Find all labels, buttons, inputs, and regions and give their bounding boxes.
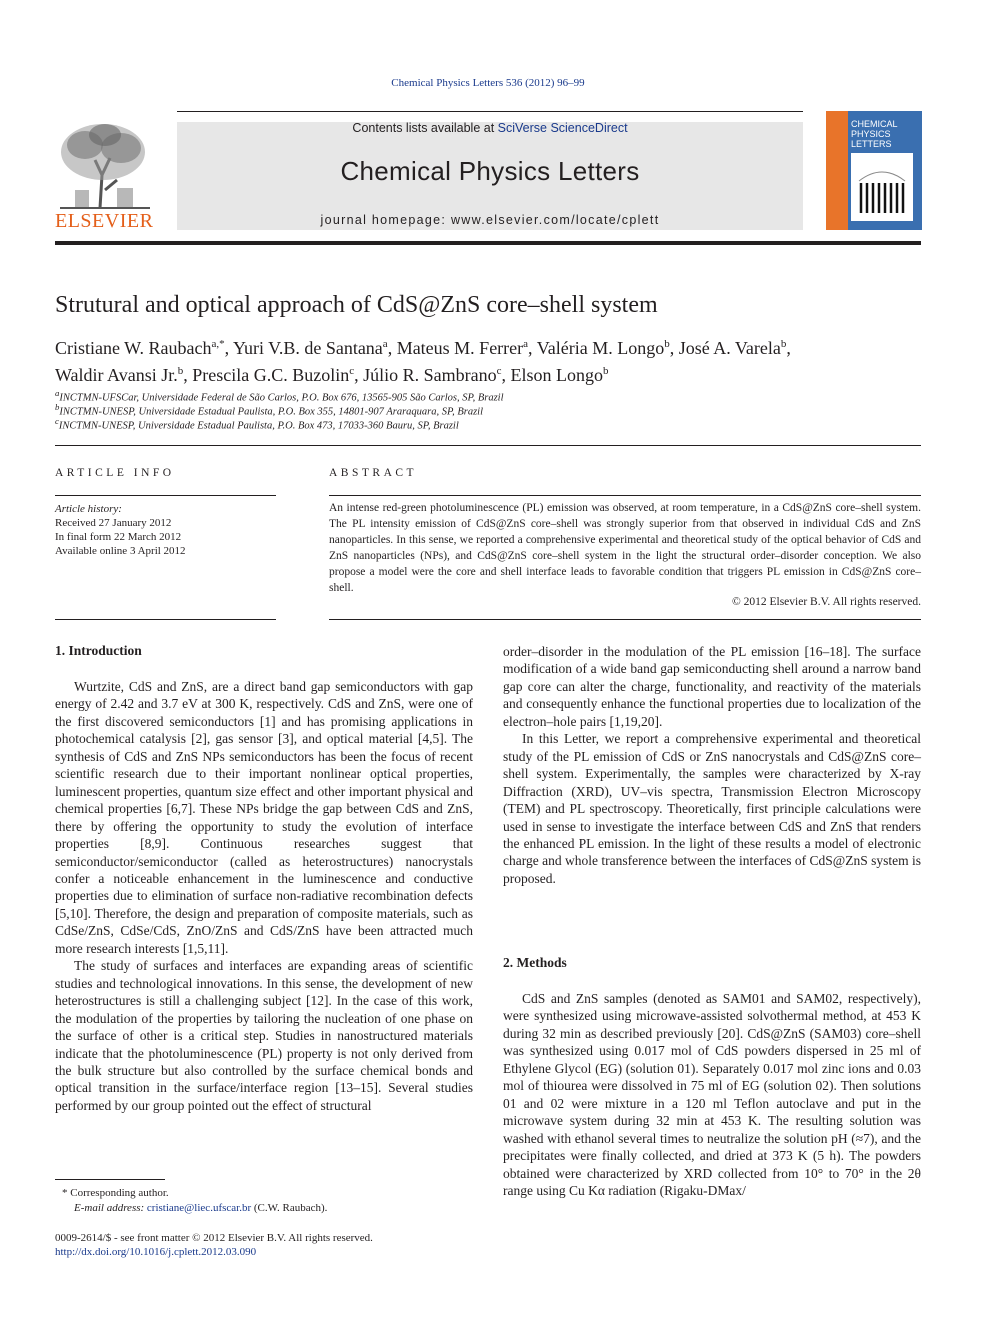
elsevier-wordmark: ELSEVIER — [55, 210, 154, 232]
author-affiliation[interactable]: c — [496, 365, 502, 377]
author-list: Cristiane W. Raubach$^{a,*}$, Yuri V.B. de Santana$^a$, Mateus M. Ferrer$^a$, Valéria M. Longo$^b$, José A. Varela$^b$, Waldir Avansi Jr.$^b$, Prescila G.C. Buzolin$^c$, Júlio R. Sambrano$^c$, Elson Longo$^b$ — [55, 338, 791, 385]
author-name: Elson Longo — [510, 365, 603, 385]
author-name: Cristiane W. Raubach — [55, 338, 212, 358]
author-name: Valéria M. Longo — [536, 338, 665, 358]
email-link[interactable]: cristiane@liec.ufscar.br — [146, 1202, 252, 1214]
header-rule — [177, 111, 803, 112]
affiliation-text: INCTMN-UFSCar, Universidade Federal de São Carlos, P.O. Box 676, 13565-905 São Carlos, SP, Brazil — [59, 392, 504, 404]
journal-homepage[interactable]: journal homepage: www.elsevier.com/locate/cplett — [320, 213, 660, 227]
elsevier-tree-logo-icon — [55, 120, 155, 210]
paragraph: order–disorder in the modulation of the PL emission [16–18]. The surface modification of a wide band gap semiconducting shell around a narrow band gap core can alter the charge, functionality, and reactivity of the materials and consequently enhance the functional properties due to localization of the electron–hole pairs [1,19,20]. — [503, 644, 921, 729]
cover-image-icon — [851, 153, 913, 221]
cover-side-stripe — [826, 111, 848, 230]
article-title: Strutural and optical approach of CdS@ZnS core–shell system — [55, 292, 658, 318]
affiliation-rule — [55, 445, 921, 446]
email-suffix: (C.W. Raubach). — [251, 1202, 328, 1214]
author-affiliation[interactable]: b — [177, 365, 184, 377]
doi-link[interactable]: http://dx.doi.org/10.1016/j.cplett.2012.03.090 — [55, 1246, 257, 1258]
right-column-text-methods — [503, 990, 921, 1199]
author-affiliation[interactable]: a,* — [211, 338, 225, 350]
history-online: Available online 3 April 2012 — [55, 545, 186, 557]
abstract-heading: ABSTRACT — [329, 467, 418, 479]
journal-citation[interactable]: Chemical Physics Letters 536 (2012) 96–99 — [391, 77, 585, 89]
history-received: Received 27 January 2012 — [55, 517, 172, 529]
footnote-rule — [55, 1179, 165, 1180]
paragraph: Wurtzite, CdS and ZnS, are a direct band gap semiconductors with gap energy of 2.42 and 3.7 eV at 300 K, respectively. CdS and ZnS, were one of the first discovered semiconductors [1] and has promising applications in photochemical catalysis [2], gas sensor [3], and optical material [4,5]. The synthesis of CdS and ZnS NPs semiconductors has been the focus of recent scientific research due to their important nonlinear optical properties, luminescent properties, quantum size effect and other important physical and chemical properties [6,7]. These NPs bridge the gap between CdS and ZnS, there by offering the opportunity to study the evolution of interface properties [8,9]. Continuous researches suggest that semiconductor/semiconductor (called as heterostructures) nanocrystals confer a noticeable enhancement in the luminescence and conductive properties due to elimination of surface non-radiative recombination defects [5,10]. Therefore, the design and preparation of composite materials, such as CdSe/ZnS, CdSe/CdS, ZnO/ZnS and CdS/ZnS have been attracted much more research interests [1,5,11]. — [55, 679, 473, 956]
email-note — [74, 1201, 327, 1215]
author-name: Waldir Avansi Jr. — [55, 365, 178, 385]
journal-name: Chemical Physics Letters — [340, 156, 640, 186]
author-name: Yuri V.B. de Santana — [232, 338, 383, 358]
history-final-form: In final form 22 March 2012 — [55, 531, 182, 543]
section-heading-introduction: 1. Introduction — [55, 643, 142, 658]
abstract-bottom-rule — [329, 619, 921, 620]
affiliation-key: a — [55, 388, 60, 398]
left-column-text — [55, 678, 473, 1114]
author-affiliation[interactable]: a — [523, 338, 529, 350]
affiliation-text: INCTMN-UNESP, Universidade Estadual Paulista, P.O. Box 355, 14801-907 Araraquara, SP, Brazil — [59, 406, 483, 418]
email-label: E-mail address: — [74, 1202, 147, 1214]
issn-line: 0009-2614/$ - see front matter © 2012 Elsevier B.V. All rights reserved. — [55, 1232, 373, 1244]
affiliation-c — [55, 416, 459, 432]
paragraph: In this Letter, we report a comprehensive experimental and theoretical study of the PL emission of CdS or ZnS nanocrystals and CdS@ZnS core–shell system. Experimentally, the samples were characterized by X-ray Diffraction (XRD), UV–vis spectra, Transmission Electron Microscopy (TEM) and PL spectroscopy. Theoretically, first principle calculations were used in sense to investigate the interface between CdS and ZnS that renders the enhanced PL emission. In the light of these results a model of electronic charge and whole transference between the interfaces of CdS@ZnS system is proposed. — [503, 731, 921, 886]
abstract-rule — [329, 495, 921, 496]
author-name: Júlio R. Sambrano — [363, 365, 497, 385]
affiliation-key: c — [55, 416, 59, 426]
contents-prefix: Contents lists available at — [352, 121, 498, 135]
sciencedirect-link[interactable]: SciVerse ScienceDirect — [497, 121, 628, 135]
cover-title: CHEMICAL PHYSICS LETTERS — [851, 119, 898, 149]
section-heading-methods: 2. Methods — [503, 955, 567, 970]
contents-line — [177, 121, 803, 135]
author-name: José A. Varela — [678, 338, 781, 358]
author-name: Mateus M. Ferrer — [396, 338, 524, 358]
author-affiliation[interactable]: b — [602, 365, 609, 377]
article-info-heading: ARTICLE INFO — [55, 467, 175, 479]
author-name: Prescila G.C. Buzolin — [192, 365, 350, 385]
right-column-text-top — [503, 643, 921, 887]
author-affiliation[interactable]: a — [382, 338, 388, 350]
paragraph: The study of surfaces and interfaces are expanding areas of scientific studies and technological innovations. In this sense, the development of new heterostructures is still a challenging subject [12]. In the case of this work, the modulation of the properties by tailoring the nucleation of one phase on the surface of other is a critical step. Studies in nanostructured materials indicate that the photoluminescence (PL) property is not only derived from the bulk structure but also controlled by the surface chemical bonds and optical transition in the surface/interface region [13–15]. Several studies performed by our group pointed out the effect of structural — [55, 958, 473, 1113]
article-info-rule — [55, 495, 276, 496]
paragraph: CdS and ZnS samples (denoted as SAM01 and SAM02, respectively), were synthesized using microwave-assisted solvothermal method, at 453 K during 32 min as described previously [20]. CdS@ZnS (SAM03) core–shell was synthesized using 0.017 mol of CdS powders dispersed in 25 ml of Ethylene Glycol (EG) (solution 01). Separately 0.017 mol zinc ions and 0.03 mol of thiourea were dissolved in 75 ml of EG (solution 02). Then solutions 01 and 02 were mixture in a 120 ml Teflon autoclave and put in the microwave system during 32 min at 453 K. The resulting solution was washed with ethanol several times to neutralize the solution pH (≈7), and the precipitates were finally collected, and dried at 373 K (5 h). The powders obtained were characterized by XRD collected from 10° to 70° in the 2θ range using Cu Kα radiation (Rigaku-DMax/ — [503, 991, 921, 1198]
header-thick-rule — [55, 241, 921, 245]
abstract-text: An intense red-green photoluminescence (PL) emission was observed, at room temperature, in a CdS@ZnS core–shell system. The PL intensity emission of CdS@ZnS core–shell was strongly superior from that observed in individual CdS and ZnS nanoparticles. In this sense, we reported a comprehensive experimental and theoretical study of the optical behavior of CdS and ZnS nanoparticles (NPs), and CdS@ZnS core–shell system in the light the structural order–disorder conception. We also propose a model were the core and shell interface leads to favorable condition that triggers PL emission in CdS@ZnS core–shell. — [329, 502, 921, 594]
author-affiliation[interactable]: c — [349, 365, 355, 377]
author-affiliation[interactable]: b — [664, 338, 670, 350]
article-info-bottom-rule — [55, 619, 276, 620]
history-label: Article history: — [55, 503, 122, 515]
journal-cover-thumbnail — [826, 111, 922, 230]
article-history — [55, 502, 186, 558]
affiliation-key: b — [55, 402, 60, 412]
corresponding-author-note: * Corresponding author. — [62, 1187, 169, 1199]
abstract-copyright: © 2012 Elsevier B.V. All rights reserved. — [732, 596, 921, 608]
author-affiliation[interactable]: b — [780, 338, 787, 350]
affiliation-text: INCTMN-UNESP, Universidade Estadual Paulista, P.O. Box 473, 17033-360 Bauru, SP, Brazil — [58, 420, 459, 432]
